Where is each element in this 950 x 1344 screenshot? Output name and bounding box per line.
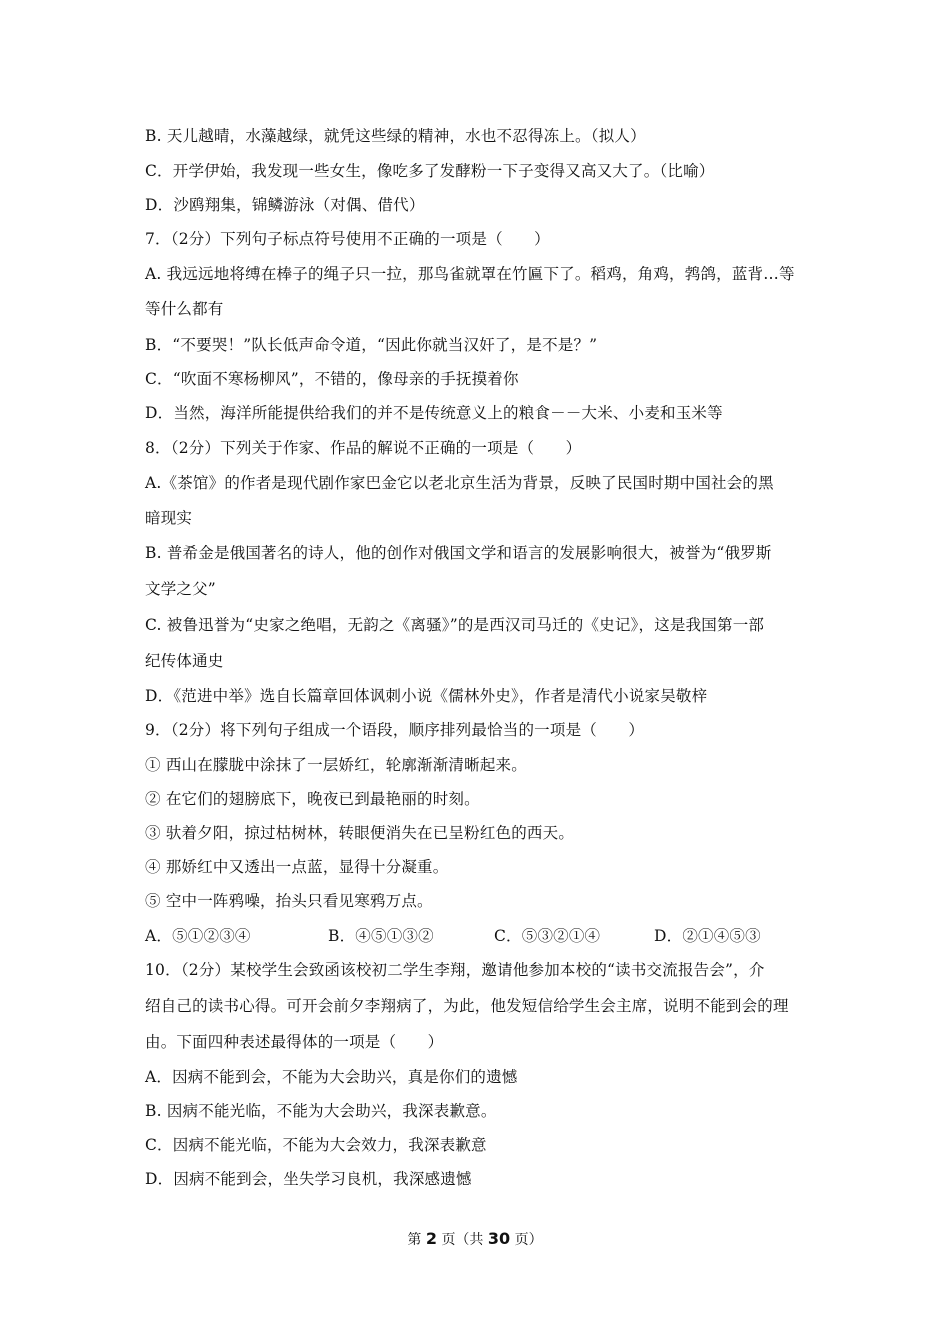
page-footer [0, 1229, 950, 1250]
q9-sentence-3: ③ 驮着夕阳，掠过枯树林，转眼便消失在已呈粉红色的西天。 [145, 824, 575, 842]
footer-page-number: 2 [425, 1229, 437, 1248]
q9-option-c: C．⑤③②①④ [494, 927, 601, 945]
q6-option-d: D．沙鸥翔集，锦鳞游泳（对偶、借代） [145, 196, 425, 214]
q7-option-a-line2: 等什么都有 [145, 300, 224, 318]
q7-option-a-line1: A. 我远远地将缚在棒子的绳子只一拉，那鸟雀就罩在竹匾下了。稻鸡，角鸡，鹁鸽，蓝背…等 [145, 265, 795, 283]
q9-option-b: B．④⑤①③② [328, 927, 434, 945]
footer-total-pages: 30 [487, 1229, 511, 1248]
question-10-line2: 绍自己的读书心得。可开会前夕李翔病了，为此，他发短信给学生会主席，说明不能到会的理 [145, 997, 789, 1015]
q9-sentence-1: ① 西山在朦胧中涂抹了一层娇红，轮廓渐渐清晰起来。 [145, 756, 527, 774]
q9-sentence-2: ② 在它们的翅膀底下，晚夜已到最艳丽的时刻。 [145, 790, 480, 808]
q9-sentence-5: ⑤ 空中一阵鸦噪，抬头只看见寒鸦万点。 [145, 892, 433, 910]
q9-option-a: A．⑤①②③④ [145, 927, 251, 945]
q8-option-b-line1: B. 普希金是俄国著名的诗人，他的创作对俄国文学和语言的发展影响很大，被誉为“俄罗斯 [145, 544, 772, 562]
footer-suffix: 页） [514, 1232, 543, 1248]
q8-option-b-line2: 文学之父” [145, 580, 216, 598]
question-9: 9．（2分）将下列句子组成一个语段，顺序排列最恰当的一项是（ ） [145, 721, 645, 739]
q10-option-d: D．因病不能到会，坐失学习良机，我深感遗憾 [145, 1170, 472, 1188]
q8-option-a-line2: 暗现实 [145, 509, 193, 527]
q7-option-c: C．“吹面不寒杨柳风”，不错的，像母亲的手抚摸着你 [145, 370, 519, 388]
footer-prefix: 第 [407, 1232, 422, 1248]
q9-option-d: D．②①④⑤③ [654, 927, 761, 945]
q6-option-c: C．开学伊始，我发现一些女生，像吃多了发酵粉一下子变得又高又大了。（比喻） [145, 162, 715, 180]
question-10-line1: 10．（2分）某校学生会致函该校初二学生李翔，邀请他参加本校的“读书交流报告会”，介 [145, 961, 765, 979]
question-8: 8．（2分）下列关于作家、作品的解说不正确的一项是（ ） [145, 439, 582, 457]
q10-option-c: C．因病不能光临，不能为大会效力，我深表歉意 [145, 1136, 487, 1154]
q10-option-b: B. 因病不能光临，不能为大会助兴，我深表歉意。 [145, 1102, 497, 1120]
q7-option-b: B．“不要哭！”队长低声命令道，“因此你就当汉奸了，是不是？” [145, 336, 598, 354]
q8-option-c-line1: C. 被鲁迅誉为“史家之绝唱，无韵之《离骚》”的是西汉司马迁的《史记》，这是我国第一部 [145, 616, 765, 634]
q7-option-d: D．当然，海洋所能提供给我们的并不是传统意义上的粮食－－大米、小麦和玉米等 [145, 404, 723, 422]
q10-option-a: A．因病不能到会，不能为大会助兴，真是你们的遗憾 [145, 1068, 518, 1086]
q8-option-d: D．《范进中举》选自长篇章回体讽刺小说《儒林外史》，作者是清代小说家吴敬梓 [145, 687, 708, 705]
q6-option-b: B. 天儿越晴，水藻越绿，就凭这些绿的精神，水也不忍得冻上。（拟人） [145, 127, 646, 145]
q9-sentence-4: ④ 那娇红中又透出一点蓝，显得十分凝重。 [145, 858, 449, 876]
question-7: 7．（2分）下列句子标点符号使用不正确的一项是（ ） [145, 230, 550, 248]
footer-mid: 页（共 [441, 1232, 484, 1248]
q8-option-c-line2: 纪传体通史 [145, 652, 224, 670]
question-10-line3: 由。下面四种表述最得体的一项是（ ） [145, 1033, 444, 1051]
q8-option-a-line1: A.《茶馆》的作者是现代剧作家巴金它以老北京生活为背景，反映了民国时期中国社会的黑 [145, 474, 774, 492]
